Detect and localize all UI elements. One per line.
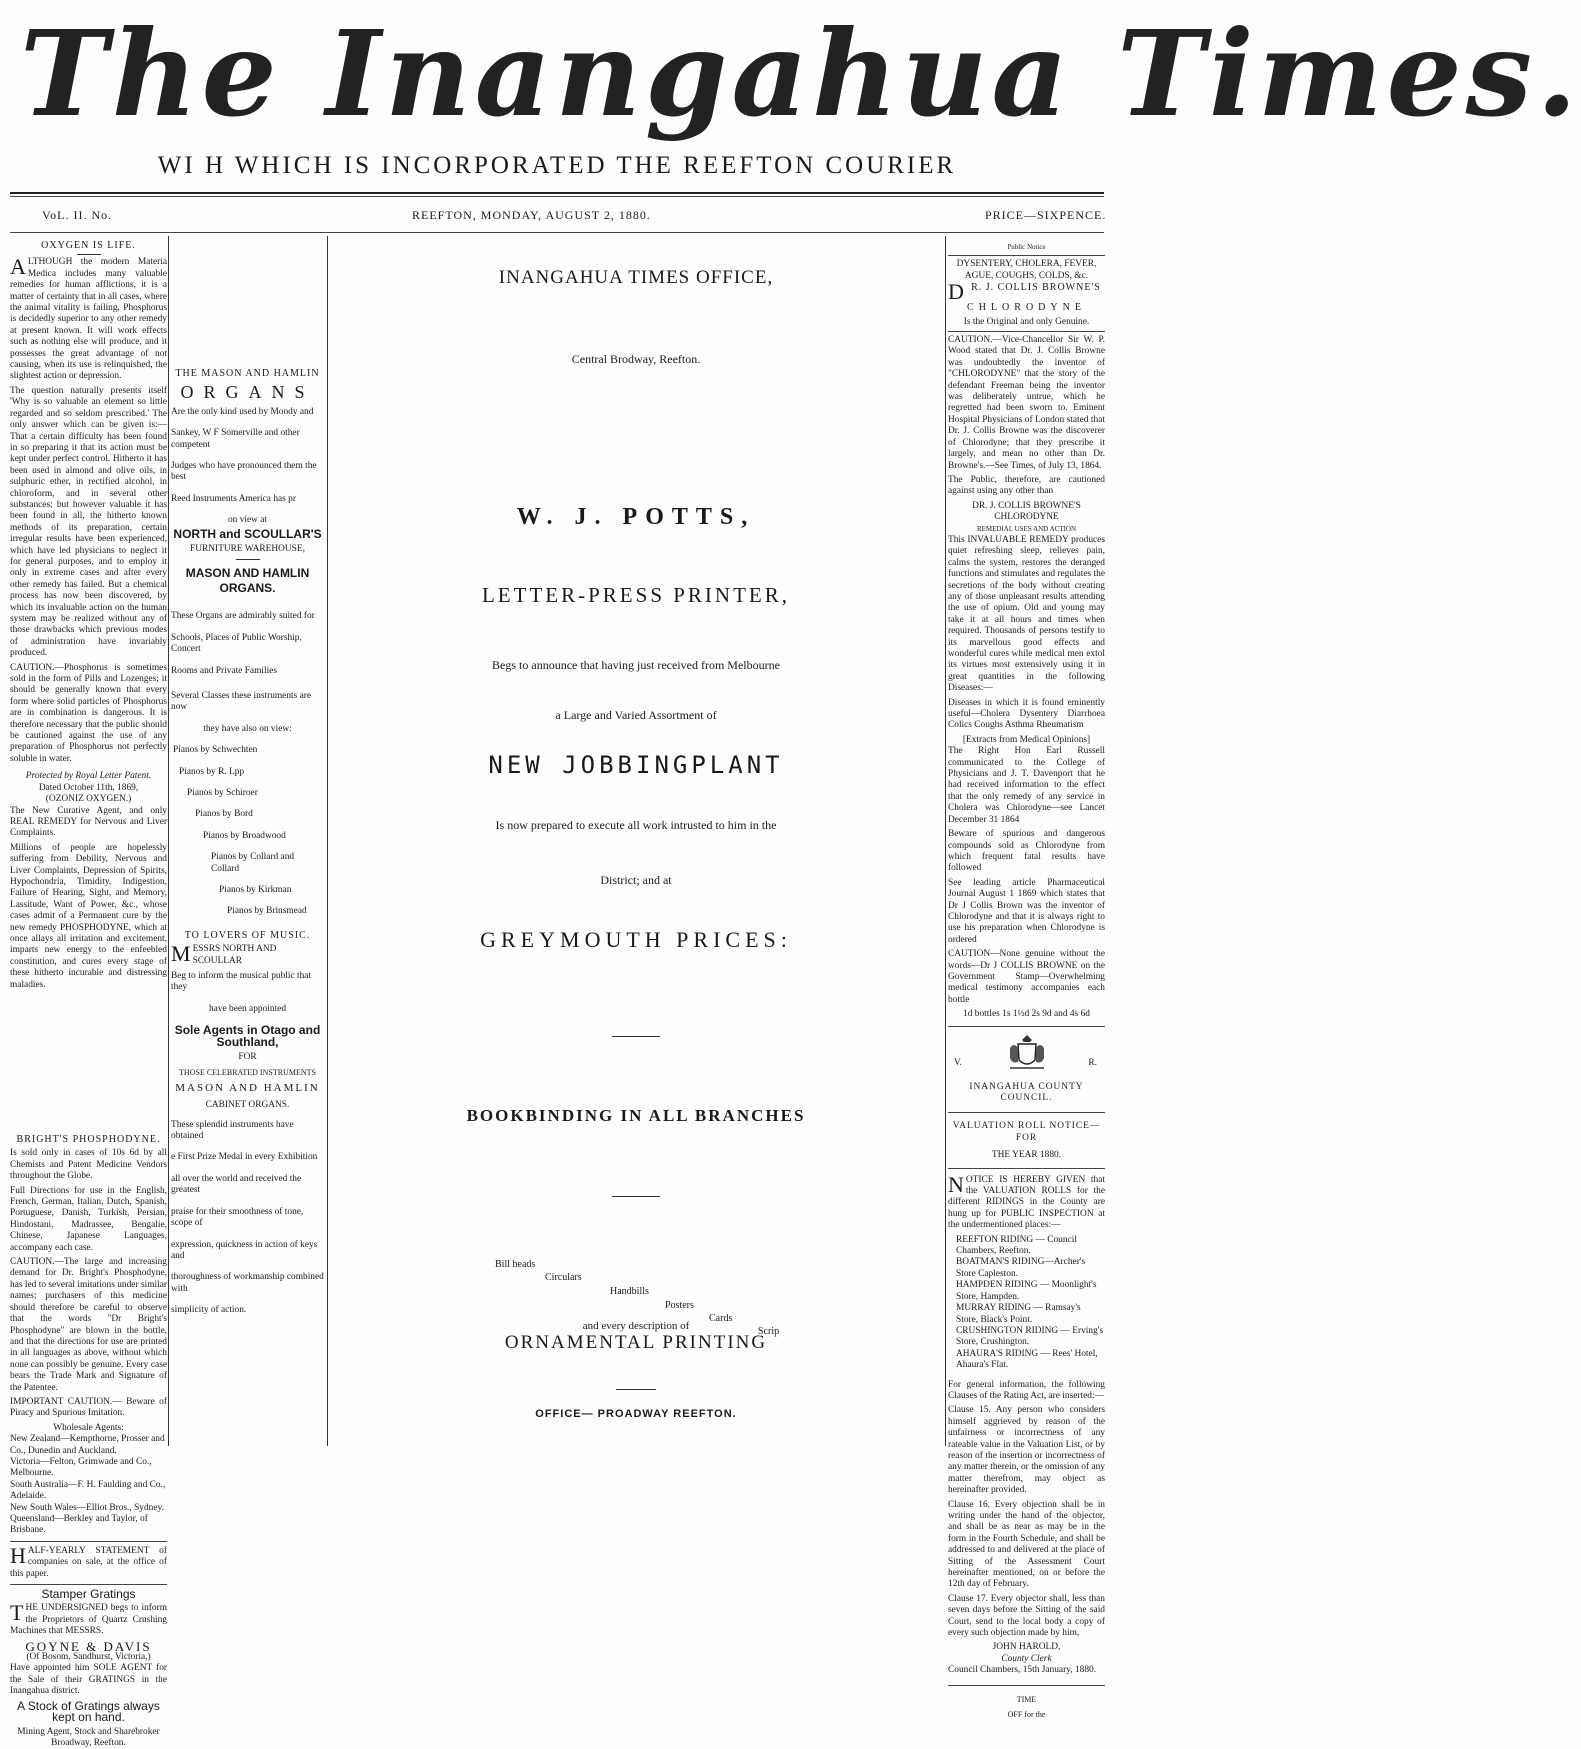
paragraph: Clause 15. Any person who considers himself aggrieved by reason of the unfairness or incorrectness of any rateable value in the Valuation List, or by reason of the insertion or incorrectness of any matter therein, or the omission of any matter therefrom, may object as hereinafter provided. [948, 1405, 1105, 1496]
agents-title: Wholesale Agents: [10, 1423, 167, 1434]
piano-item: Pianos by Schiroer [171, 788, 324, 799]
splendid-line: These splendid instruments have obtained [171, 1120, 324, 1143]
divider [948, 1685, 1105, 1686]
extracts-line: [Extracts from Medical Opinions] [948, 735, 1105, 746]
paragraph: The Public, therefore, are cautioned against using any other than [948, 475, 1105, 498]
divider [948, 255, 1105, 256]
paragraph: Beware of spurious and dangerous compounds sold as Chlorodyne from which frequent fatal results have followed [948, 829, 1105, 875]
piano-item: Pianos by Schwechten [171, 745, 324, 756]
partial-line: OFF for the [948, 1709, 1105, 1720]
column-1-oxygen [10, 240, 167, 1444]
oxygen-title: OXYGEN IS LIFE. [10, 240, 167, 251]
council-title: INANGAHUA COUNTY COUNCIL. [948, 1082, 1105, 1105]
also-view: they have also on view: [171, 724, 324, 735]
dateline-rule [10, 232, 1104, 233]
paragraph: Have appointed him SOLE AGENT for the Sale of their GRATINGS in the Inangahua district. [10, 1663, 167, 1697]
organ-line: Reed Instruments America has pr [171, 494, 324, 505]
column-3-printer-ad [330, 240, 942, 1444]
paragraph: Is sold only in cases of 10s 6d by all Chemists and Patent Medicine Vendors throughout the Globe. [10, 1148, 167, 1182]
issue-date: REEFTON, MONDAY, AUGUST 2, 1880. [412, 208, 651, 223]
riding-item: CRUSHINGTON RIDING — Erving's Store, Crushington. [948, 1326, 1105, 1349]
remedial-uses: REMEDIAL USES AND ACTION [948, 524, 1105, 535]
paragraph: ALTHOUGH the modern Materia Medica includes many valuable remedies for human afflictions, it is a matter of certainty that in all cases, where the animal vitality is failing, Phosphorus is decidedly superior to any other remedy at present known. It will work effects such as nothing else will produce, and it possesses the great advantage of not causing, when its use is relinquished, the slightest action or depression. [10, 257, 167, 382]
dr-browne: DR. J. COLLIS BROWNE'S [948, 282, 1105, 293]
splendid-line: expression, quickness in action of keys and [171, 1240, 324, 1263]
mason-line: MASON AND HAMLIN [171, 1083, 324, 1094]
divider [948, 1168, 1105, 1169]
column-4-notices [948, 242, 1105, 1444]
greymouth-prices: GREYMOUTH PRICES: [330, 934, 942, 945]
column-2-organs [171, 240, 324, 1444]
for-line: FOR [171, 1052, 324, 1063]
those-line: THOSE CELEBRATED INSTRUMENTS [171, 1067, 324, 1078]
office-title: INANGAHUA TIMES OFFICE, [330, 272, 942, 283]
blank-space [10, 994, 167, 1134]
mining-agent: Mining Agent, Stock and Sharebroker Broadway, Reefton. [10, 1727, 167, 1749]
assortment-line: a Large and Varied Assortment of [330, 710, 942, 721]
paragraph: The question naturally presents itself 'Why is so valuable an element so little regarded and so seldom prescribed.' The only answer which can be given is:—That a certain difficulty has been found in so preparing it that its action must be kept under perfect control. Hitherto it has been used in almond and olive oils, in sulphuric ether, in rectified alcohol, in chloroform, and in several other substances; but however valuable it has been found in all, the hitherto known methods of its preparation, certain irregular results have been experienced, which have led physicians to neglect it for general purposes, and to employ it only in extreme cases and after every other remedy has failed. But a chemical process has now been discovered, by which its invaluable action on the human system may be realized without any of those drawbacks which previous modes of administration have invariably produced. [10, 386, 167, 660]
divider [236, 559, 260, 560]
organ-line: Schools, Places of Public Worship, Concert [171, 633, 324, 656]
lovers-title: TO LOVERS OF MUSIC. [171, 930, 324, 941]
halfyearly-notice: HALF-YEARLY STATEMENT of companies on sale, at the office of this paper. [10, 1546, 167, 1580]
protected-line: Protected by Royal Letter Patent. [10, 771, 167, 782]
top-rule [10, 192, 1104, 194]
piano-item: Pianos by Kirkman [171, 885, 324, 896]
view-line: on view at [171, 515, 324, 526]
mason-header: THE MASON AND HAMLIN [171, 368, 324, 379]
riding-item: BOATMAN'S RIDING—Archer's Store Capleston. [948, 1257, 1105, 1280]
column-divider [327, 236, 328, 1446]
print-item: Scrip [758, 1326, 779, 1337]
chambers-line: Council Chambers, 15th January, 1880. [948, 1665, 1105, 1676]
divider [612, 1196, 660, 1197]
riding-item: AHAURA'S RIDING — Rees' Hotel, Ahaura's Flat. [948, 1349, 1105, 1372]
agent-item: Victoria—Felton, Grimwade and Co., Melbourne. [10, 1457, 167, 1480]
office-footer: OFFICE— PROADWAY REEFTON. [330, 1409, 942, 1420]
time-line: TIME [948, 1694, 1105, 1705]
dated-line: Dated October 11th, 1869, [10, 783, 167, 794]
price: PRICE—SIXPENCE. [985, 208, 1106, 223]
riding-item: MURRAY RIDING — Ramsay's Store, Black's Point. [948, 1303, 1105, 1326]
volume-number: VoL. II. No. [42, 208, 112, 223]
piano-item: Pianos by R. Lpp [171, 767, 324, 778]
piano-item: Pianos by Broadwood [171, 831, 324, 842]
top-rule-thin [10, 196, 1104, 197]
print-item: Posters [665, 1300, 694, 1311]
organ-line: These Organs are admirably suited for [171, 611, 324, 622]
divider [948, 1112, 1105, 1113]
divider [612, 1036, 660, 1037]
public-notice-label: Public Notice [948, 242, 1105, 253]
chlorodyne: CHLORODYNE [948, 302, 1105, 313]
valuation-title: VALUATION ROLL NOTICE—FOR [948, 1121, 1105, 1144]
organ-line: Judges who have pronounced them the best [171, 461, 324, 484]
paragraph: Diseases in which it is found eminently useful—Cholera Dysentery Diarrhoea Colics Coughs Asthma Rheumatism [948, 698, 1105, 732]
masthead-title: The Inangahua Times. [20, 4, 1100, 144]
district-line: District; and at [330, 875, 942, 886]
signature-title: County Clerk [948, 1654, 1105, 1665]
splendid-line: thoroughness of workmanship combined with [171, 1272, 324, 1295]
several-classes: Several Classes these instruments are now [171, 691, 324, 714]
splendid-line: simplicity of action. [171, 1305, 324, 1316]
organs-subtitle: ORGANS. [171, 583, 324, 594]
agent-item: Queensland—Berkley and Taylor, of Brisbane. [10, 1514, 167, 1537]
column-divider [945, 236, 946, 1446]
north-scoullar: NORTH and SCOULLAR'S [171, 529, 324, 540]
beg-line: Beg to inform the musical public that they [171, 971, 324, 994]
paragraph: Clause 16. Every objection shall be in writing under the hand of the objector, and shall be as near as may be in the form in the Fourth Schedule, and shall be addressed to and delivered at the place of Sitting of the Assessment Court hereinafter mentioned, on or before the 12th day of February. [948, 1500, 1105, 1591]
riding-item: HAMPDEN RIDING — Moonlight's Store, Hampden. [948, 1280, 1105, 1303]
agent-item: New South Wales—Elliot Bros., Sydney. [10, 1503, 167, 1514]
sole-agents: Sole Agents in Otago and Southland, [171, 1025, 324, 1048]
signature-name: JOHN HAROLD, [948, 1642, 1105, 1653]
print-item: Handbills [610, 1286, 649, 1297]
divider [10, 1584, 167, 1585]
organ-line: Rooms and Private Families [171, 666, 324, 677]
ozone-line: (OZONIZ OXYGEN.) [10, 794, 167, 805]
prepared-line: Is now prepared to execute all work intrusted to him in the [330, 820, 942, 831]
paragraph: Millions of people are hopelessly suffering from Debility, Nervous and Liver Complaints, Depression of Spirits, Hypochondria, Timidity, Indigestion, Failure of Hearing, Sight, and Memory, Lassitude, Want of Power, &c., whose cases admit of a Permanent cure by the new remedy PHOSPHODYNE, which at once allays all irritation and excitement, imparts new energy to the enfeebled constitution, and cures every stage of these hitherto incurable and distressing maladies. [10, 843, 167, 991]
paragraph: See leading article Pharmaceutical Journal August 1 1869 which states that Dr J Collis Brown was the inventor of Chlorodyne and that it is always right to use his preparation when Chlorodyne is ordered [948, 878, 1105, 946]
organ-line: Sankey, W F Somerville and other competent [171, 428, 324, 451]
jobbing-plant: NEW JOBBINGPLANT [330, 760, 942, 771]
masthead-subtitle: WI H WHICH IS INCORPORATED THE REEFTON COURIER [0, 152, 1114, 180]
brights-title: BRIGHT'S PHOSPHODYNE. [10, 1134, 167, 1145]
paragraph: NOTICE IS HEREBY GIVEN that the VALUATION ROLLS for the different RIDINGS in the County are hung up for PUBLIC INSPECTION at the undermentioned places:— [948, 1175, 1105, 1232]
blank-space [171, 597, 324, 611]
paragraph: CAUTION.—Vice-Chancellor Sir W. P. Wood stated that Dr. J. Collis Browne was undoubtedly the inventor of "CHLORODYNE" that the story of the defendant Freeman being the inventor was deliberately untrue, which he regretted had been sworn to. Eminent Hospital Physicians of London stated that Dr. J. Collis Browne was the discoverer of Chlorodyne; that they prescribe it largely, and mean no other than Dr. Browne's.—See Times, of July 13, 1864. [948, 335, 1105, 472]
royal-arms-block [948, 1032, 1105, 1076]
paragraph: CAUTION—None genuine without the words—Dr J COLLIS BROWNE on the Government Stamp—Overwhelming medical testimony accompanies each bottle [948, 949, 1105, 1006]
vr-letter: R. [1088, 1058, 1097, 1069]
stamper-title: Stamper Gratings [10, 1589, 167, 1600]
goyne-sub: (Of Bosom, Sandhurst, Victoria,) [10, 1652, 167, 1663]
paragraph: The New Curative Agent, and only REAL REMEDY for Nervous and Liver Complaints. [10, 806, 167, 840]
begs-line: Begs to announce that having just received from Melbourne [330, 660, 942, 671]
agent-item: South Australia—F. H. Faulding and Co., Adelaide. [10, 1480, 167, 1503]
beg-line: have been appointed [171, 1004, 324, 1015]
printer-name: W. J. POTTS, [330, 512, 942, 523]
divider [10, 1541, 167, 1542]
vr-letter: V. [954, 1058, 962, 1069]
bookbinding-line: BOOKBINDING IN ALL BRANCHES [330, 1110, 942, 1121]
ornamental-printing: ORNAMENTAL PRINTING [330, 1337, 942, 1348]
printer-trade: LETTER-PRESS PRINTER, [330, 590, 942, 601]
paragraph: CAUTION.—Phosphorus is sometimes sold in the form of Pills and Lozenges; it should be generally known that every form where solid particles of Phosphorus are in combination is dangerous. It is therefore necessary that the public should be cautioned against the use of any preparation of Phosphorus not perfectly soluble in water. [10, 663, 167, 766]
dr-browne-2: DR. J. COLLIS BROWNE'S CHLORODYNE [948, 501, 1105, 524]
paragraph: THE UNDERSIGNED begs to inform the Proprietors of Quartz Crushing Machines that MESSRS. [10, 1603, 167, 1637]
office-address: Central Brodway, Reefton. [330, 354, 942, 365]
paragraph: CAUTION.—The large and increasing demand for Dr. Bright's Phosphodyne, has led to several imitations under similar names; purchasers of this medicine should therefore be careful to observe that the words "Dr Bright's Phosphodyne" are blown in the bottle, and that the directions for use are printed in all languages as above, without which none can possibly be genuine. Every case bears the Trade Mark and Signature of the Patentee. [10, 1257, 167, 1394]
cabinet-organs: CABINET ORGANS. [171, 1100, 324, 1111]
print-item: Bill heads [495, 1259, 535, 1270]
piano-item: Pianos by Collard and Collard [171, 852, 324, 875]
goyne-davis: GOYNE & DAVIS [10, 1641, 167, 1652]
organ-line: Are the only kind used by Moody and [171, 407, 324, 418]
mason-hamlin: MASON AND HAMLIN [171, 568, 324, 579]
messrs-line: MESSRS NORTH AND SCOULLAR [171, 944, 324, 967]
dysentery-line: DYSENTERY, CHOLERA, FEVER, AGUE, COUGHS, COLDS, &c. [948, 259, 1105, 282]
paragraph: Full Directions for use in the English, French, German, Italian, Dutch, Spanish, Portuguese, Danish, Turkish, Persian, Hindostani, Madrassee, Bengalie, Chinese, Japanese Languages, accompany each case. [10, 1186, 167, 1254]
piano-item: Pianos by Brinsmead [171, 906, 324, 917]
column-divider [168, 236, 169, 1446]
divider [948, 1026, 1105, 1027]
coat-of-arms-icon [1006, 1032, 1048, 1072]
every-description: and every description of [330, 1321, 942, 1332]
divider [616, 1389, 656, 1390]
splendid-line: praise for their smoothness of tone, scope of [171, 1207, 324, 1230]
year-line: THE YEAR 1880. [948, 1150, 1105, 1161]
splendid-line: all over the world and received the greatest [171, 1174, 324, 1197]
divider [77, 254, 101, 255]
stock-line: A Stock of Gratings always kept on hand. [10, 1701, 167, 1724]
paragraph: This INVALUABLE REMEDY produces quiet refreshing sleep, relieves pain, calms the system, restores the deranged functions and stimulates and regulates the secretions of the body without creating any of those unpleasant results attending the use of opium. Old and young may take it at all hours and times when required. Thousands of persons testify to its marvellous good effects and wonderful cures while medical men extol its virtues most extensively using it in great quantities in the following Diseases:— [948, 535, 1105, 695]
paragraph: The Right Hon Earl Russell communicated to the College of Physicians and J. T. Davenport that he had received information to the effect that the only remedy of any service in Cholera was Chlorodyne—see Lancet December 31 1864 [948, 746, 1105, 826]
original-line: Is the Original and only Genuine. [948, 317, 1105, 328]
furniture-line: FURNITURE WAREHOUSE, [171, 544, 324, 555]
paragraph: For general information, the following Clauses of the Rating Act, are inserted:— [948, 1380, 1105, 1403]
print-item: Cards [709, 1313, 732, 1324]
agent-item: New Zealand—Kempthorne, Prosser and Co., Dunedin and Auckland. [10, 1434, 167, 1457]
organs-title: ORGANS [171, 387, 324, 398]
paragraph: Clause 17. Every objector shall, less than seven days before the Sitting of the said Court, send to the local body a copy of every such objection made by him, [948, 1594, 1105, 1640]
price-line: 1d bottles 1s 1½d 2s 9d and 4s 6d [948, 1009, 1105, 1020]
piano-item: Pianos by Bord [171, 809, 324, 820]
splendid-line: e First Prize Medal in every Exhibition [171, 1152, 324, 1163]
blank-space [171, 240, 324, 368]
print-item: Circulars [545, 1272, 582, 1283]
paragraph: IMPORTANT CAUTION.— Beware of Piracy and Spurious Imitation. [10, 1397, 167, 1420]
riding-item: REEFTON RIDING — Council Chambers, Reefton. [948, 1235, 1105, 1258]
divider [948, 331, 1105, 332]
